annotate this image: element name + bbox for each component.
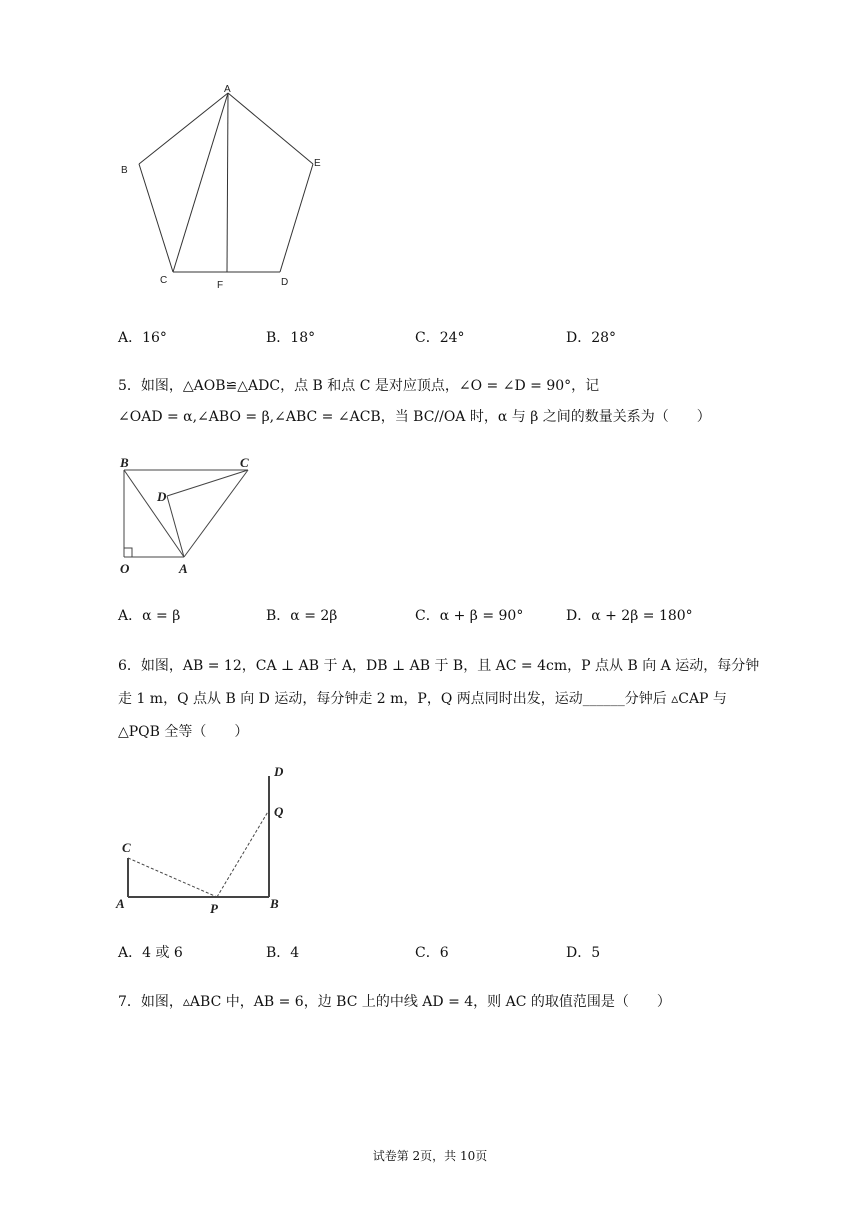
q7-stem-line-1: 7．如图，▵ABC 中，AB = 6，边 BC 上的中线 AD = 4，则 AC 的取值范围是（ ） [118, 994, 671, 1010]
page-footer: 试卷第 2页，共 10页 [372, 1149, 488, 1163]
q5-option-d[interactable]: D．α + 2β = 180° [566, 608, 693, 624]
segment-BA [124, 470, 184, 557]
q5-stem-line-1: 5．如图，△AOB≌△ADC，点 B 和点 C 是对应顶点，∠O = ∠D = 90°，记 [118, 378, 600, 394]
q4-option-a[interactable]: A．16° [118, 330, 167, 346]
point-label-Q: Q [274, 804, 284, 819]
q6-stem-line-2: 走 1 m，Q 点从 B 向 D 运动，每分钟走 2 m，P，Q 两点同时出发，运动______分钟后 ▵CAP 与 [118, 691, 727, 707]
point-label-O: O [120, 561, 130, 576]
point-label-E: E [314, 158, 321, 169]
point-label-B: B [270, 896, 279, 911]
segment-EA [228, 93, 313, 164]
q4-option-c[interactable]: C．24° [415, 330, 465, 346]
segment-AB [139, 93, 228, 164]
q5-stem-line-2: ∠OAD = α,∠ABO = β,∠ABC = ∠ACB，当 BC//OA 时，α 与 β 之间的数量关系为（ ） [118, 409, 711, 425]
point-label-A: A [224, 84, 231, 95]
segment-BC [139, 164, 173, 272]
q6-stem-line-3: △PQB 全等（ ） [118, 724, 249, 740]
segment-DC [167, 470, 248, 496]
point-label-A: A [179, 561, 188, 576]
segment-DA [167, 496, 184, 557]
point-label-D: D [274, 764, 284, 779]
q6-figure [110, 758, 310, 923]
q5-option-a[interactable]: A．α = β [118, 608, 181, 624]
point-label-B: B [120, 455, 129, 470]
segment-PQ [217, 810, 269, 897]
q5-option-c[interactable]: C．α + β = 90° [415, 608, 524, 624]
segment-AC [173, 93, 228, 272]
q4-option-b[interactable]: B．18° [266, 330, 316, 346]
q5-option-b[interactable]: B．α = 2β [266, 608, 338, 624]
q6-option-a[interactable]: A．4 或 6 [118, 945, 183, 961]
q4-pentagon-figure [110, 80, 330, 295]
point-label-C: C [122, 840, 131, 855]
point-label-D: D [157, 489, 167, 504]
point-label-C: C [160, 275, 168, 286]
segment-CP [128, 858, 217, 897]
q6-stem-line-1: 6．如图，AB = 12，CA ⊥ AB 于 A，DB ⊥ AB 于 B，且 AC = 4cm，P 点从 B 向 A 运动，每分钟 [118, 658, 760, 674]
q4-option-d[interactable]: D．28° [566, 330, 617, 346]
right-angle-mark [124, 548, 132, 557]
q5-figure [110, 452, 270, 577]
segment-CA [184, 470, 248, 557]
point-label-D: D [281, 277, 289, 288]
point-label-P: P [210, 901, 218, 916]
q6-option-d[interactable]: D．5 [566, 945, 601, 961]
point-label-C: C [240, 455, 249, 470]
point-label-A: A [116, 896, 125, 911]
segment-DE [280, 164, 313, 272]
segment-AF [227, 93, 228, 272]
q6-option-b[interactable]: B．4 [266, 945, 300, 961]
point-label-B: B [121, 165, 128, 176]
q6-option-c[interactable]: C．6 [415, 945, 449, 961]
point-label-F: F [217, 280, 224, 291]
